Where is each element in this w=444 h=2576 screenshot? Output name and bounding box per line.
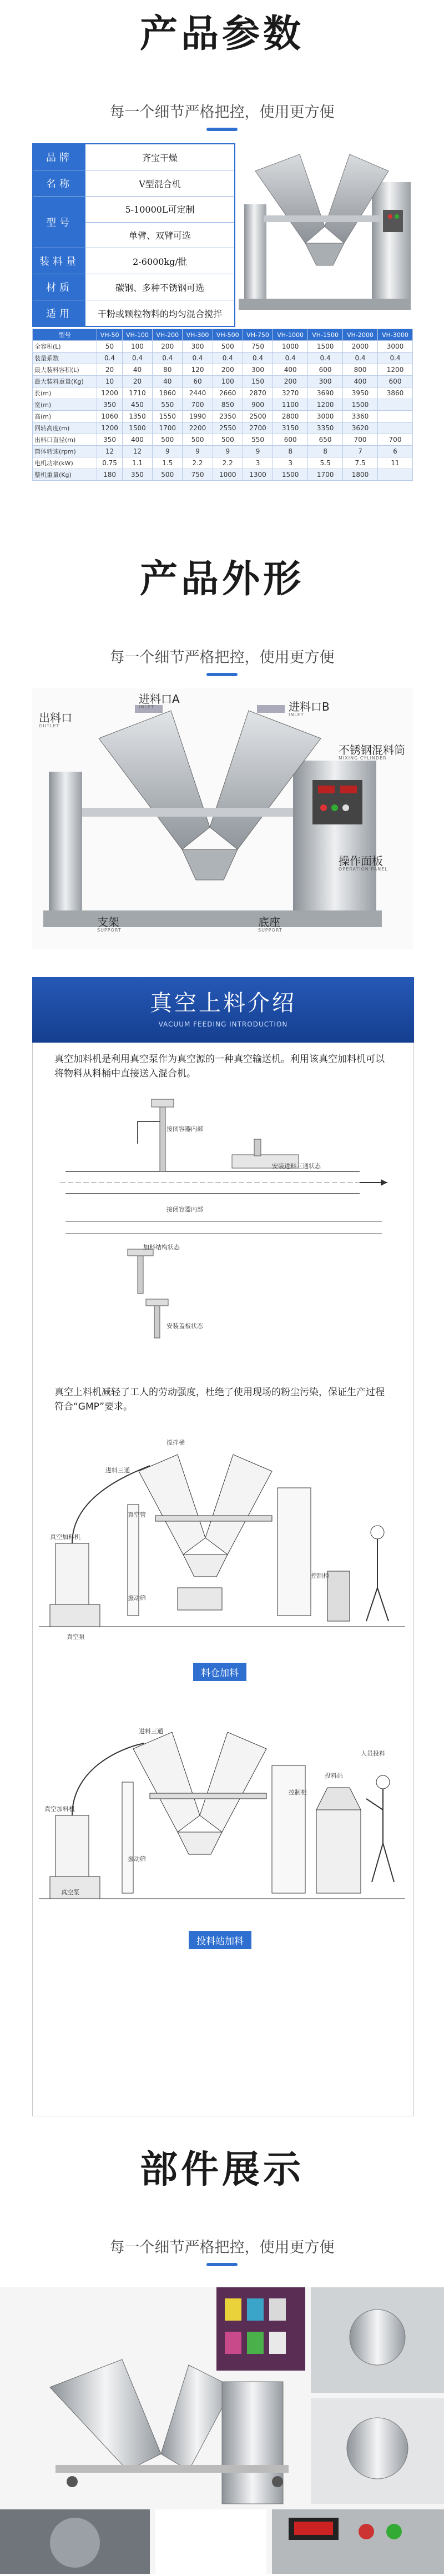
table-row <box>33 411 413 422</box>
spec-row <box>33 197 234 248</box>
table-cell: 1100 <box>273 399 308 411</box>
diagram-label: 真空泵 <box>61 1889 79 1896</box>
diagram-label: 真空加料机 <box>44 1805 75 1813</box>
v-mixer-photo-small <box>233 132 416 315</box>
spec-value: 齐宝干燥 <box>142 152 178 163</box>
diagram-label: 真空泵 <box>67 1633 85 1641</box>
table-cell: 750 <box>243 341 273 353</box>
table-cell: 1200 <box>378 364 413 376</box>
table-cell: 5.5 <box>308 457 343 469</box>
table-row <box>33 457 413 469</box>
pipe-label: 安装盖板状态 <box>167 1322 203 1330</box>
table-row <box>33 353 413 364</box>
spec-key: 适用 <box>33 300 85 326</box>
table-row <box>33 434 413 446</box>
table-cell: 300 <box>243 364 273 376</box>
table-cell: 8 <box>273 446 308 457</box>
table-cell: 1500 <box>273 469 308 481</box>
spec-row <box>33 274 234 300</box>
table-cell: 1860 <box>153 388 183 399</box>
table-cell: 200 <box>273 376 308 388</box>
table-cell: 0.4 <box>243 353 273 364</box>
table-cell: 20 <box>122 376 152 388</box>
label-outlet: 出料口 OUTLET <box>39 711 72 728</box>
table-cell: 20 <box>97 364 123 376</box>
table-cell: 2.2 <box>213 457 243 469</box>
table-cell: 600 <box>273 434 308 446</box>
table-row <box>33 341 413 353</box>
table-cell: 9 <box>183 446 213 457</box>
table-cell: 1990 <box>183 411 213 422</box>
spec-value: V型混合机 <box>139 178 181 189</box>
table-cell: 800 <box>343 364 378 376</box>
table-cell: 3270 <box>273 388 308 399</box>
table-cell: 0.4 <box>343 353 378 364</box>
table-cell: 180 <box>97 469 123 481</box>
table-cell: 120 <box>183 364 213 376</box>
table-cell: 850 <box>213 399 243 411</box>
label-vessel: 不锈钢混料筒 MIXING CYLINDER <box>339 743 405 761</box>
table-cell: 8 <box>308 446 343 457</box>
spec-key: 装料量 <box>33 248 85 274</box>
table-header-cell: VH-500 <box>213 329 243 341</box>
table-header-row <box>33 329 413 341</box>
table-cell: 400 <box>122 434 152 446</box>
table-cell: 9 <box>153 446 183 457</box>
table-cell: 1200 <box>97 422 123 434</box>
table-header-cell: VH-1500 <box>308 329 343 341</box>
table-cell: 2440 <box>183 388 213 399</box>
table-cell: 1060 <box>97 411 123 422</box>
diagram-label: 控制柜 <box>289 1789 307 1796</box>
table-row-label: 最大装料容积(L) <box>33 364 97 376</box>
table-cell: 1000 <box>273 341 308 353</box>
table-cell: 1200 <box>308 399 343 411</box>
table-cell: 3000 <box>378 341 413 353</box>
table-cell: 2.2 <box>183 457 213 469</box>
table-row-label: 最大装料重量(Kg) <box>33 376 97 388</box>
table-row-label: 筒体转速(rpm) <box>33 446 97 457</box>
table-cell: 6 <box>378 446 413 457</box>
table-cell: 0.75 <box>97 457 123 469</box>
station-feeding-diagram <box>39 1699 405 1940</box>
table-row <box>33 388 413 399</box>
diagram-label: 真空加料机 <box>50 1533 80 1541</box>
spec-value: 2-6000kg/批 <box>133 256 187 267</box>
table-cell: 350 <box>122 469 152 481</box>
table-cell: 12 <box>97 446 123 457</box>
spec-row <box>33 170 234 197</box>
table-cell: 40 <box>153 376 183 388</box>
table-cell: 2870 <box>243 388 273 399</box>
spec-value: 5-10000L可定制 <box>85 197 234 223</box>
table-cell: 3360 <box>343 411 378 422</box>
spec-value: 干粉或颗粒物料的均匀混合搅拌 <box>97 308 222 319</box>
table-cell: 9 <box>213 446 243 457</box>
table-cell: 550 <box>153 399 183 411</box>
table-row <box>33 376 413 388</box>
shape-underline <box>206 673 238 676</box>
table-cell: 0.4 <box>183 353 213 364</box>
vacuum-title: 真空上料介绍 <box>150 990 296 1016</box>
parts-section-subtitle: 每一个细节严格把控，使用更方便 <box>109 2239 335 2256</box>
label-inlet-b: 进料口B INLET <box>289 700 330 717</box>
table-cell: 3000 <box>308 411 343 422</box>
table-cell: 1.1 <box>122 457 152 469</box>
table-row <box>33 446 413 457</box>
table-cell: 1350 <box>122 411 152 422</box>
spec-row <box>33 144 234 170</box>
params-underline <box>206 128 238 131</box>
table-cell: 2500 <box>243 411 273 422</box>
table-cell: 9 <box>243 446 273 457</box>
table-cell: 400 <box>273 364 308 376</box>
table-cell: 300 <box>183 341 213 353</box>
shape-section-title: 产品外形 <box>139 557 304 601</box>
table-cell: 350 <box>97 399 123 411</box>
table-cell: 50 <box>97 341 123 353</box>
table-cell: 7.5 <box>343 457 378 469</box>
diagram-label: 控制柜 <box>311 1572 329 1579</box>
table-cell: 100 <box>122 341 152 353</box>
table-cell: 7 <box>343 446 378 457</box>
spec-row <box>33 300 234 326</box>
table-cell: 3860 <box>378 388 413 399</box>
table-cell: 3 <box>273 457 308 469</box>
table-cell: 700 <box>378 434 413 446</box>
table-cell: 750 <box>183 469 213 481</box>
silo-feeding-caption: 料仓加料 <box>193 1663 246 1681</box>
table-cell <box>378 469 413 481</box>
table-cell: 10 <box>97 376 123 388</box>
table-cell: 700 <box>183 399 213 411</box>
table-cell: 0.4 <box>153 353 183 364</box>
spec-key: 材质 <box>33 274 85 300</box>
table-cell: 2000 <box>343 341 378 353</box>
table-cell: 2800 <box>273 411 308 422</box>
table-cell: 300 <box>308 376 343 388</box>
label-panel: 操作面板 OPERATION PANEL <box>339 854 388 872</box>
table-cell: 3950 <box>343 388 378 399</box>
table-header-cell: 型号 <box>33 329 97 341</box>
table-cell: 500 <box>213 434 243 446</box>
table-cell: 500 <box>183 434 213 446</box>
table-cell: 650 <box>308 434 343 446</box>
table-cell: 0.4 <box>213 353 243 364</box>
table-cell: 3 <box>243 457 273 469</box>
table-cell: 1200 <box>97 388 123 399</box>
table-cell: 500 <box>213 341 243 353</box>
table-cell: 550 <box>243 434 273 446</box>
pipe-label: 安装进料三通状态 <box>272 1163 321 1170</box>
table-cell: 0.4 <box>378 353 413 364</box>
table-cell <box>378 411 413 422</box>
vacuum-paragraph-1: 真空加料机是利用真空泵作为真空源的一种真空输送机。利用该真空加料机可以将物料从料桶中直接送入混合机。 <box>54 1054 385 1079</box>
table-cell: 1300 <box>243 469 273 481</box>
table-cell: 600 <box>378 376 413 388</box>
table-cell: 350 <box>97 434 123 446</box>
table-header-cell: VH-3000 <box>378 329 413 341</box>
diagram-label: 人员投料 <box>361 1750 385 1757</box>
table-cell: 3150 <box>273 422 308 434</box>
table-header-cell: VH-100 <box>122 329 152 341</box>
table-cell: 400 <box>343 376 378 388</box>
vacuum-subtitle-en: VACUUM FEEDING INTRODUCTION <box>158 1020 288 1028</box>
table-cell: 150 <box>243 376 273 388</box>
spec-key: 型号 <box>33 197 85 248</box>
table-cell: 2700 <box>243 422 273 434</box>
table-cell: 1.5 <box>153 457 183 469</box>
station-feeding-caption: 投料站加料 <box>189 1931 251 1949</box>
table-cell: 12 <box>122 446 152 457</box>
pipe-label: 接闭容器内部 <box>167 1125 203 1133</box>
param-table-body <box>33 341 413 481</box>
params-section-title: 产品参数 <box>139 12 304 56</box>
table-row-label: 装量系数 <box>33 353 97 364</box>
v-mixer-photo-large <box>32 688 413 949</box>
diagram-label: 振动筛 <box>128 1855 146 1863</box>
pipe-label: 接闭容器内部 <box>167 1206 203 1213</box>
table-cell: 3690 <box>308 388 343 399</box>
spec-key: 名称 <box>33 170 85 196</box>
table-row-label: 电机功率(kW) <box>33 457 97 469</box>
table-cell: 0.4 <box>308 353 343 364</box>
parts-section-title: 部件展示 <box>139 2148 304 2192</box>
table-cell: 80 <box>153 364 183 376</box>
table-cell: 1700 <box>153 422 183 434</box>
table-row-label: 回转高度(m) <box>33 422 97 434</box>
table-row <box>33 399 413 411</box>
table-row-label: 全容积(L) <box>33 341 97 353</box>
table-cell: 2200 <box>183 422 213 434</box>
label-inlet-a: 进料口A INLET <box>139 692 180 710</box>
params-section-subtitle: 每一个细节严格把控，使用更方便 <box>109 104 335 121</box>
table-cell: 700 <box>343 434 378 446</box>
table-row-label: 长(m) <box>33 388 97 399</box>
parts-underline <box>206 2263 238 2266</box>
vacuum-paragraph-2: 真空上料机减轻了工人的劳动强度，杜绝了使用现场的粉尘污染，保证生产过程符合“GMP”要求。 <box>54 1387 385 1412</box>
table-cell: 60 <box>183 376 213 388</box>
table-cell: 100 <box>213 376 243 388</box>
table-row <box>33 422 413 434</box>
table-row <box>33 469 413 481</box>
table-cell <box>378 422 413 434</box>
spec-value: 单臂、双臂可选 <box>128 230 191 241</box>
table-cell: 900 <box>243 399 273 411</box>
spec-key: 品牌 <box>33 144 85 170</box>
table-cell: 2550 <box>213 422 243 434</box>
diagram-label: 进料三通 <box>139 1728 163 1735</box>
label-stand: 支架 SUPPORT <box>97 915 122 933</box>
table-cell: 2350 <box>213 411 243 422</box>
table-cell: 450 <box>122 399 152 411</box>
table-cell: 1500 <box>343 399 378 411</box>
diagram-label: 振动筛 <box>128 1594 146 1602</box>
table-row <box>33 364 413 376</box>
table-cell: 600 <box>308 364 343 376</box>
table-row-label: 高(m) <box>33 411 97 422</box>
table-cell: 1800 <box>343 469 378 481</box>
spec-row <box>33 248 234 274</box>
table-row-label: 出料口直径(m) <box>33 434 97 446</box>
spec-box <box>32 143 235 327</box>
table-header-cell: VH-2000 <box>343 329 378 341</box>
parts-photo-panel <box>0 2287 444 2574</box>
table-cell: 200 <box>213 364 243 376</box>
shape-section-subtitle: 每一个细节严格把控，使用更方便 <box>109 649 335 666</box>
table-row-label: 整机重量(Kg) <box>33 469 97 481</box>
param-table <box>32 329 413 481</box>
table-cell: 0.4 <box>273 353 308 364</box>
table-cell: 200 <box>153 341 183 353</box>
table-header-cell: VH-300 <box>183 329 213 341</box>
vacuum-pipe-diagram <box>49 1088 404 1351</box>
diagram-label: 进料三通 <box>105 1467 130 1474</box>
table-cell: 3620 <box>343 422 378 434</box>
table-header-cell: VH-750 <box>243 329 273 341</box>
table-header-cell: VH-50 <box>97 329 123 341</box>
table-cell: 500 <box>153 469 183 481</box>
label-base: 底座 SUPPORT <box>258 915 282 933</box>
table-cell: 1550 <box>153 411 183 422</box>
table-header-cell: VH-200 <box>153 329 183 341</box>
table-cell: 1700 <box>308 469 343 481</box>
diagram-label: 搅拌桶 <box>167 1439 185 1446</box>
pipe-label: 加料结构状态 <box>143 1244 180 1251</box>
table-cell: 0.4 <box>97 353 123 364</box>
table-cell <box>378 399 413 411</box>
table-cell: 3350 <box>308 422 343 434</box>
table-cell: 40 <box>122 364 152 376</box>
diagram-label: 投料站 <box>325 1772 343 1779</box>
table-cell: 500 <box>153 434 183 446</box>
table-cell: 1500 <box>122 422 152 434</box>
table-cell: 1000 <box>213 469 243 481</box>
table-row-label: 宽(m) <box>33 399 97 411</box>
table-cell: 1500 <box>308 341 343 353</box>
diagram-label: 真空管 <box>128 1511 146 1518</box>
table-cell: 2660 <box>213 388 243 399</box>
table-cell: 0.4 <box>122 353 152 364</box>
spec-value: 碳钢、多种不锈钢可选 <box>115 282 204 293</box>
table-cell: 11 <box>378 457 413 469</box>
table-header-cell: VH-1000 <box>273 329 308 341</box>
table-cell: 1710 <box>122 388 152 399</box>
silo-feeding-diagram <box>39 1432 405 1668</box>
